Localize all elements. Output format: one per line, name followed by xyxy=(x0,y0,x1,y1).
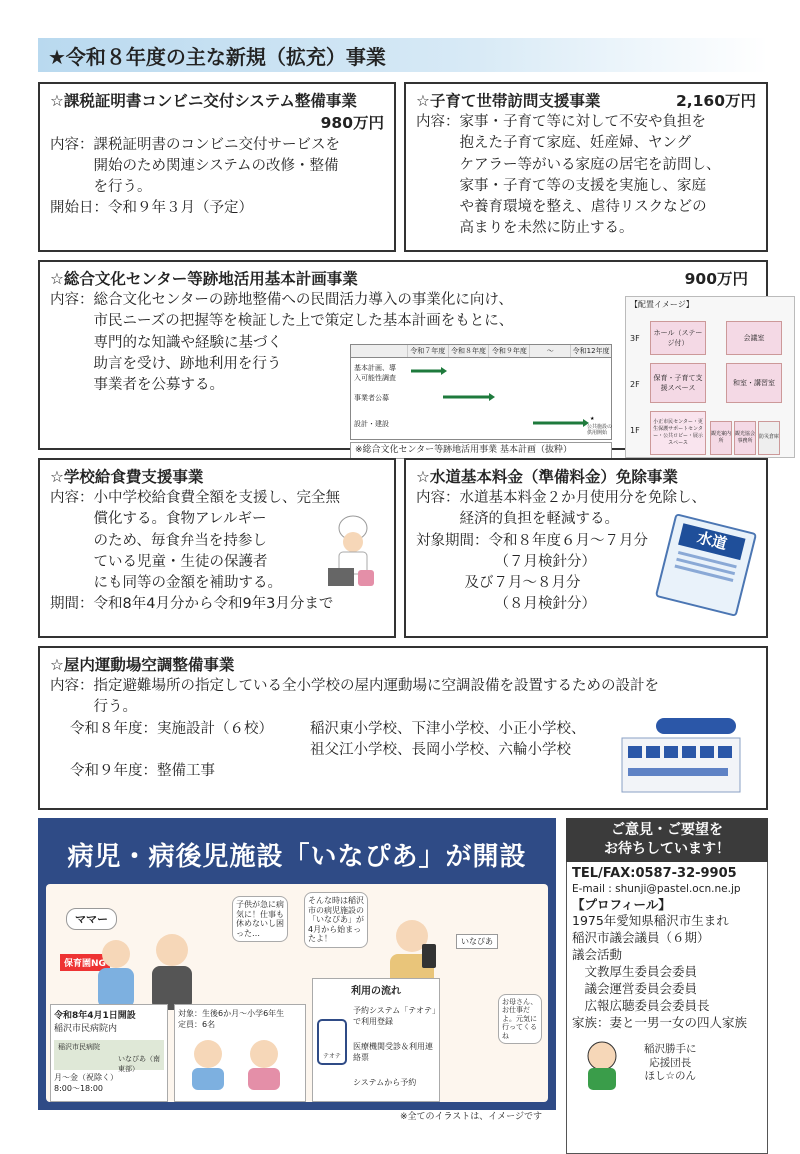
content-line: 経済的負担を軽減する。 xyxy=(459,511,619,528)
box-water-fee xyxy=(404,458,768,638)
info-panel-a xyxy=(50,1004,168,1102)
flow-step: 予約システム「テオテ」で利用登録 xyxy=(353,1006,437,1026)
content-line: 抱えた子育て家庭、妊産婦、ヤング xyxy=(459,135,692,152)
floor-label: 2F xyxy=(630,380,640,389)
section-heading: ★令和８年度の主な新規（拡充）事業 xyxy=(38,38,768,72)
floorplan-title: 【配置イメージ】 xyxy=(630,300,694,309)
box-gym-ac xyxy=(38,646,768,810)
room: 防災倉庫 xyxy=(758,421,780,455)
map-label: いなぴあ（南東部） xyxy=(118,1055,160,1073)
map-image xyxy=(54,1040,164,1073)
content-line: 市民ニーズの把握等を検証した上で策定した基本計画をもとに、 xyxy=(93,313,514,330)
box-amount: 980万円 xyxy=(320,114,384,133)
schedule-arrows xyxy=(351,345,613,441)
profile-line: 文教厚生委員会委員 xyxy=(572,964,698,979)
inapia-banner xyxy=(38,818,556,1110)
content-line: 課税証明書のコンビニ交付サービスを xyxy=(93,136,340,153)
mascot-line: 稲沢勝手に xyxy=(644,1043,697,1056)
box-culture-center xyxy=(38,260,780,455)
schedule-row-label: 基本計画、導入可能性調査 xyxy=(354,364,396,383)
period-label: 期間： xyxy=(50,595,94,612)
box-title: ☆総合文化センター等跡地活用基本計画事業 xyxy=(50,270,358,288)
profile-line: 稲沢市議会議員（６期） xyxy=(572,930,710,946)
mascot-illustration xyxy=(572,1036,632,1092)
content-line: にも同等の金額を補助する。 xyxy=(93,574,282,591)
info-panel-b xyxy=(174,1004,306,1102)
box-title: ☆課税証明書コンビニ交付システム整備事業 xyxy=(50,92,357,110)
header-line: ご意見・ご要望を xyxy=(611,822,723,838)
box-title: ☆水道基本料金（準備料金）免除事業 xyxy=(416,468,678,486)
period-label: 対象期間： xyxy=(416,532,489,549)
content-label: 内容： xyxy=(50,136,94,153)
year8-label: 令和８年度：実施設計（６校） xyxy=(70,720,273,737)
content-line: を行う。 xyxy=(93,178,152,195)
email: E-mail : shunji@pastel.ocn.ne.jp xyxy=(572,883,741,896)
schedule-header: ～ xyxy=(529,345,570,357)
floorplan-image xyxy=(625,296,795,458)
floor-label: 3F xyxy=(630,334,640,343)
room: 和室・講習室 xyxy=(726,363,782,403)
content-line: のため、毎食弁当を持参し xyxy=(93,532,267,549)
profile-line: 議会運営委員会委員 xyxy=(572,980,698,996)
mascot-line: ほし☆のん xyxy=(644,1070,696,1083)
schedule-header: 令和９年度 xyxy=(488,345,529,357)
map-label: 稲沢市民病院 xyxy=(58,1043,100,1051)
schedule-header: 令和８年度 xyxy=(448,345,489,357)
period-line: 及び７月～８月分 xyxy=(464,574,581,591)
box-title: ☆屋内運動場空調整備事業 xyxy=(50,656,235,674)
content-label: 内容： xyxy=(416,490,460,507)
banner-title: 病児・病後児施設「いなぴあ」が開設 xyxy=(67,842,527,872)
children-illustration xyxy=(178,1034,298,1090)
floor-label: 1F xyxy=(630,426,640,435)
content-line: 開始のため関連システムの改修・整備 xyxy=(93,157,339,174)
info-a-line: 令和8年4月1日開設 xyxy=(54,1011,136,1021)
content-label: 内容： xyxy=(50,292,94,309)
profile-header xyxy=(566,818,768,862)
content-line: 総合文化センターの跡地整備への民間活力導入の事業化に向け、 xyxy=(93,292,513,309)
content-line: 助言を受け、跡地利用を行う xyxy=(93,355,282,372)
profile-line: 1975年愛知県稲沢市生まれ xyxy=(572,913,729,929)
box-tax-certificate xyxy=(38,82,396,252)
content-line: 行う。 xyxy=(93,699,137,716)
svg-text:★: ★ xyxy=(590,416,595,422)
box-title: ☆子育て世帯訪問支援事業 xyxy=(416,92,601,110)
school-building-illustration xyxy=(618,716,742,796)
content-line: や養育環境を整え、虐待リスクなどの xyxy=(459,198,707,215)
speech-bubble: そんな時は稲沢市の病児施設の「いなぴあ」が4月から始まったよ！ xyxy=(304,892,368,948)
profile-line: 家族：妻と一男一女の四人家族 xyxy=(572,1014,748,1030)
info-b-line: 定員：6名 xyxy=(178,1020,216,1029)
sick-child-illustration xyxy=(76,924,206,1014)
schedule-row-label: 設計・建設 xyxy=(354,420,389,428)
content-line: 指定避難場所の指定している全小学校の屋内運動場に空調設備を設置するための設計を xyxy=(93,678,659,695)
schedule-table xyxy=(350,344,612,440)
water-sign: 水道 xyxy=(678,523,745,560)
facility-sign: いなぴあ xyxy=(456,934,498,949)
content-line: 事業者を公募する。 xyxy=(93,376,224,393)
content-line: 専門的な知識や経験に基づく xyxy=(93,334,282,351)
box-childcare-visit xyxy=(404,82,768,252)
box-amount: 900万円 xyxy=(684,270,748,288)
box-title: ☆学校給食費支援事業 xyxy=(50,468,204,486)
school-line: 祖父江小学校、長岡小学校、六輪小学校 xyxy=(310,741,571,758)
lunch-cook-illustration xyxy=(322,512,384,594)
speech-bubble: 子供が急に病気に！仕事も休めないし困った… xyxy=(232,896,288,942)
profile-box xyxy=(566,818,768,1110)
phone-icon xyxy=(317,1019,347,1065)
schedule-note: 公共施設の供用開始 xyxy=(587,424,613,436)
room: 保育・子育て支援スペース xyxy=(650,363,706,403)
content-line: 家事・子育て等に対して不安や負担を xyxy=(459,114,706,131)
illustration-note: ※全てのイラストは、イメージです xyxy=(400,1112,543,1122)
content-label: 内容： xyxy=(416,114,460,131)
flow-step: 医療機関受診＆利用連絡票 xyxy=(353,1042,433,1062)
start-label: 開始日： xyxy=(50,199,108,216)
flow-panel xyxy=(312,978,440,1102)
tel-fax: TEL/FAX:0587-32-9905 xyxy=(572,865,737,881)
schedule-caption: ※総合文化センター等跡地活用事業 基本計画（抜粋） xyxy=(350,442,612,459)
content-line: ている児童・生徒の保護者 xyxy=(93,553,268,570)
info-a-line: 稲沢市民病院内 xyxy=(54,1024,118,1034)
content-line: 小中学校給食費全額を支援し、完全無 xyxy=(93,490,340,507)
content-line: 高まりを未然に防止する。 xyxy=(459,219,634,236)
schedule-header: 令和７年度 xyxy=(407,345,448,357)
room: 小正市民センター・更生保護サポートセンター・公共ロビー・展示スペース xyxy=(650,411,706,455)
mascot-line: 応援団長 xyxy=(649,1056,692,1069)
year9-line: 令和９年度：整備工事 xyxy=(70,762,215,779)
hours-line: 8:00～18:00 xyxy=(54,1084,104,1093)
period-value: 令和8年4月分から令和9年3月分まで xyxy=(93,595,334,612)
schedule-header: 令和12年度 xyxy=(570,345,611,357)
start-date: 令和９年３月（予定） xyxy=(108,199,253,216)
room: 観光案内所 xyxy=(710,421,732,455)
period-line: （８月検針分） xyxy=(494,595,596,612)
content-line: 水道基本料金２か月使用分を免除し、 xyxy=(459,490,706,507)
period-line: 令和８年度６月～７月分 xyxy=(488,532,648,549)
schedule-row-label: 事業者公募 xyxy=(354,394,389,402)
profile-heading: 【プロフィール】 xyxy=(572,896,671,912)
room: ホール（ステージ付） xyxy=(650,321,706,355)
school-line: 稲沢東小学校、下津小学校、小正小学校、 xyxy=(310,720,586,737)
period-line: （７月検針分） xyxy=(494,553,596,570)
speech-bubble: お母さん、お仕事だよ。元気に行ってくるね xyxy=(498,994,542,1044)
content-line: 償化する。食物アレルギー xyxy=(93,511,267,528)
profile-line: 広報広聴委員会委員長 xyxy=(572,997,710,1013)
info-b-line: 対象：生後6か月～小学6年生 xyxy=(178,1009,285,1018)
content-line: 家事・子育て等の支援を実施し、家庭 xyxy=(459,177,706,194)
ng-sign: 保育園NG xyxy=(60,954,110,971)
flow-step: システムから予約 xyxy=(353,1078,417,1087)
content-line: ケアラー等がいる家庭の居宅を訪問し、 xyxy=(459,156,721,173)
box-amount: 2,160万円 xyxy=(675,92,756,110)
flow-title: 利用の流れ xyxy=(351,986,401,997)
room: 観光協会事務所 xyxy=(734,421,756,455)
room: 会議室 xyxy=(726,321,782,355)
app-name: テオテ xyxy=(323,1053,341,1060)
content-label: 内容： xyxy=(50,490,94,507)
header-line: お待ちしています！ xyxy=(604,840,730,857)
profile-line: 議会活動 xyxy=(572,947,623,963)
box-school-lunch xyxy=(38,458,396,638)
content-label: 内容： xyxy=(50,678,94,695)
speech-bubble: ママー xyxy=(66,908,117,930)
hours-line: 月～金（祝除く） xyxy=(54,1073,118,1082)
